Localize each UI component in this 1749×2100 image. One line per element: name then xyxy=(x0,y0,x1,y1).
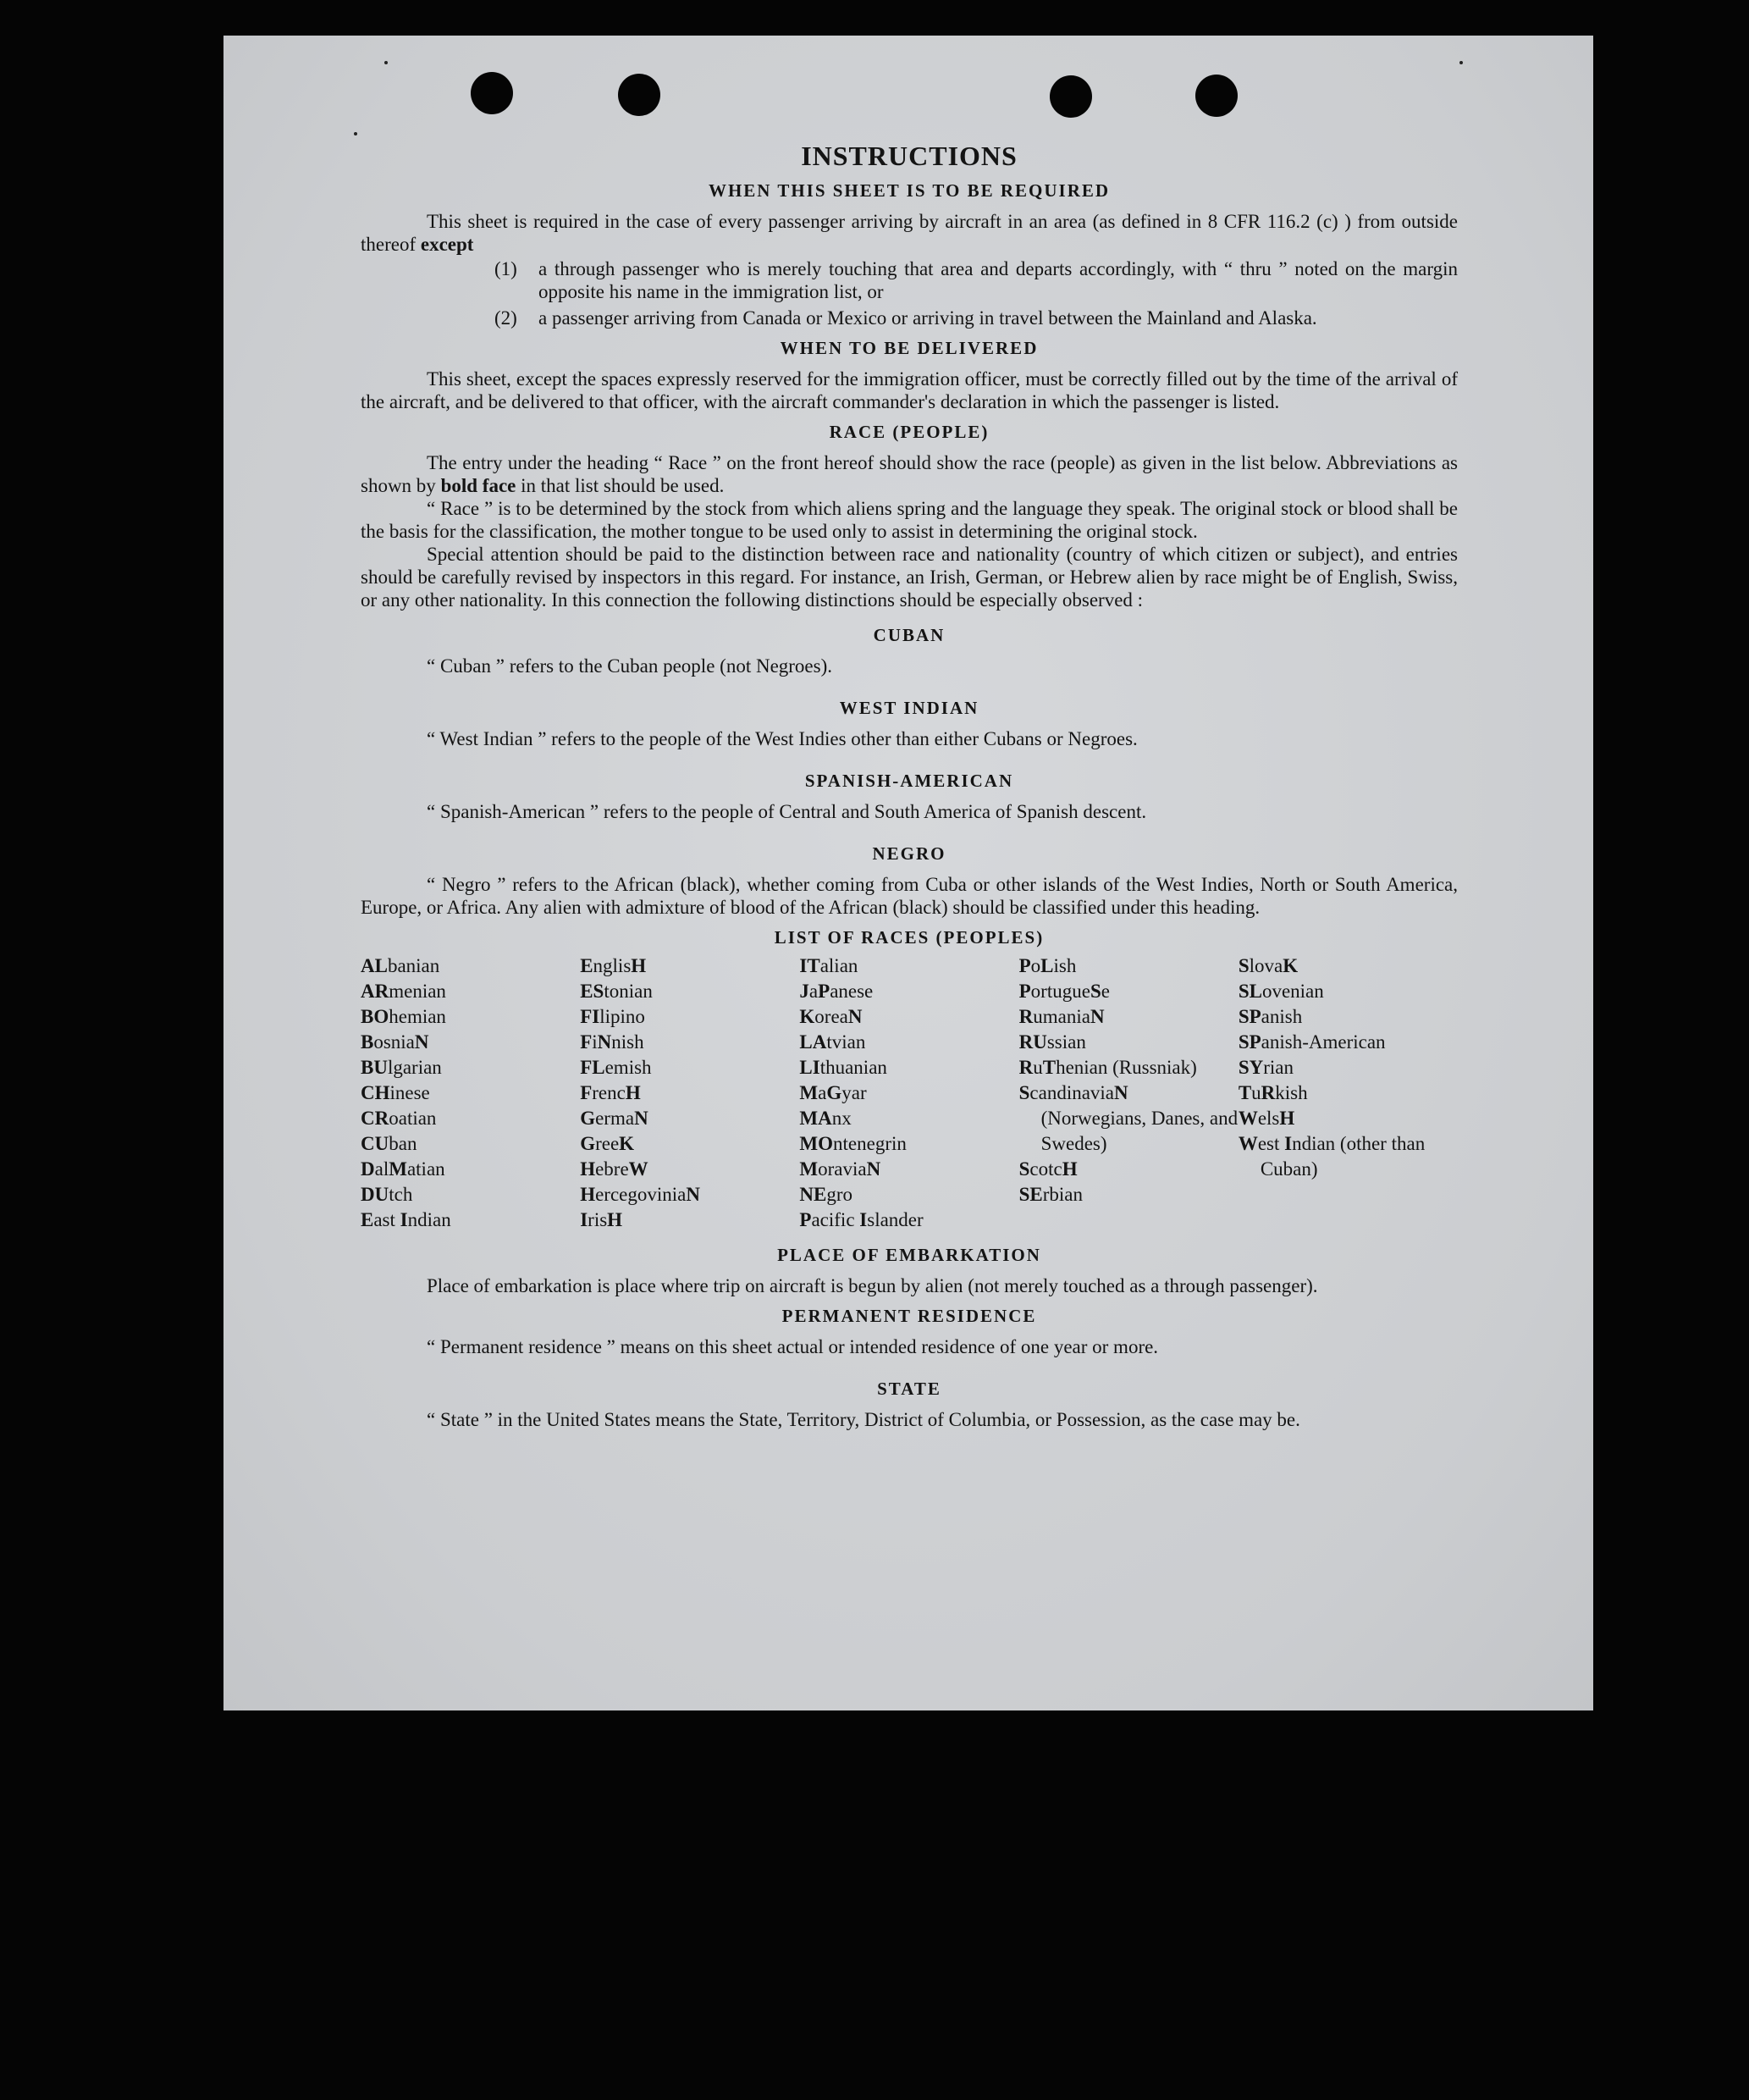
race-entry: GreeK xyxy=(580,1133,635,1154)
race-entry: NEgro xyxy=(799,1184,853,1205)
race-entry: EnglisH xyxy=(580,955,647,976)
race-entry: LIthuanian xyxy=(799,1057,887,1078)
punch-hole xyxy=(618,74,660,116)
heading-when-delivered: WHEN TO BE DELIVERED xyxy=(780,338,1039,358)
race-entry: HercegoviniaN xyxy=(580,1184,700,1205)
paragraph-embarkation: Place of embarkation is place where trip on aircraft is begun by alien (not merely touched as a through passenger). xyxy=(427,1275,1318,1296)
speck xyxy=(354,132,357,135)
race-entry: SlovaK xyxy=(1238,955,1299,976)
heading-spanish-american: SPANISH-AMERICAN xyxy=(804,771,1014,791)
paragraph-cuban: “ Cuban ” refers to the Cuban people (not Negroes). xyxy=(427,655,833,677)
race-entry: ScandinaviaN (Norwegians, Danes, and Swedes) xyxy=(1018,1082,1239,1154)
heading-race: RACE (PEOPLE) xyxy=(829,422,990,442)
heading-west-indian: WEST INDIAN xyxy=(839,698,979,718)
race-entry: RuThenian (Russniak) xyxy=(1018,1057,1197,1078)
paragraph-spanish-american: “ Spanish-American ” refers to the people of Central and South America of Spanish descent. xyxy=(427,801,1147,822)
race-entry: ScotcH xyxy=(1018,1158,1078,1180)
race-entry: MoraviaN xyxy=(799,1158,881,1180)
document-sheet xyxy=(223,36,1593,1710)
race-column xyxy=(799,953,1018,1233)
race-entry: FiNnish xyxy=(580,1031,644,1053)
exception-item: (1) a through passenger who is merely touching that area and departs accordingly, with “ thru ” noted on the margin opposite his name in the immigration list, or xyxy=(494,258,1458,302)
heading-list-of-races: LIST OF RACES (PEOPLES) xyxy=(774,927,1045,948)
race-entry: HebreW xyxy=(580,1158,648,1180)
race-entry: ARmenian xyxy=(361,981,446,1002)
race-entry: KoreaN xyxy=(799,1006,863,1027)
heading-state: STATE xyxy=(877,1379,941,1399)
race-entry: PoLish xyxy=(1018,955,1077,976)
race-entry: SYrian xyxy=(1238,1057,1294,1078)
race-entry: FrencH xyxy=(580,1082,641,1103)
race-entry: MOntenegrin xyxy=(799,1133,907,1154)
race-list xyxy=(361,953,1458,1233)
race-entry: ITalian xyxy=(799,955,858,976)
exception-item: (2) a passenger arriving from Canada or Mexico or arriving in travel between the Mainland and Alaska. xyxy=(494,307,1317,329)
paragraph-race-3: Special attention should be paid to the distinction between race and nationality (country of which citizen or subject), and entries should be carefully revised by inspectors in this regard. For instance, an Irish, German, or Hebrew alien by race might be of English, Swiss, or any other nationality. In this connection the following distinctions should be especially observed : xyxy=(361,544,1458,611)
race-entry: SLovenian xyxy=(1238,981,1324,1002)
race-entry: ALbanian xyxy=(361,955,440,976)
race-column xyxy=(361,953,580,1233)
race-entry: SPanish-American xyxy=(1238,1031,1386,1053)
race-entry: BosniaN xyxy=(361,1031,429,1053)
page-title: INSTRUCTIONS xyxy=(801,141,1018,171)
paragraph-when-delivered: This sheet, except the spaces expressly reserved for the immigration officer, must be correctly filled out by the time of the arrival of the aircraft, and be delivered to that officer, with the aircraft commander's declaration in which the passenger is listed. xyxy=(361,368,1458,412)
race-entry: DalMatian xyxy=(361,1158,445,1180)
race-column xyxy=(580,953,799,1233)
heading-cuban: CUBAN xyxy=(873,625,946,645)
race-entry: RUssian xyxy=(1018,1031,1086,1053)
race-column xyxy=(1019,953,1239,1233)
race-entry: CUban xyxy=(361,1133,417,1154)
paragraph-residence: “ Permanent residence ” means on this sheet actual or intended residence of one year or more. xyxy=(427,1336,1159,1357)
race-entry: MaGyar xyxy=(799,1082,867,1103)
race-entry: FIlipino xyxy=(580,1006,645,1027)
paragraph-west-indian: “ West Indian ” refers to the people of the West Indies other than either Cubans or Negroes. xyxy=(427,728,1138,749)
race-entry: WelsH xyxy=(1238,1108,1295,1129)
race-entry: West Indian (other than Cuban) xyxy=(1238,1133,1426,1180)
race-entry: East Indian xyxy=(361,1209,451,1230)
race-entry: BUlgarian xyxy=(361,1057,442,1078)
race-column xyxy=(1239,953,1458,1233)
speck xyxy=(1459,61,1463,64)
paragraph-state: “ State ” in the United States means the State, Territory, District of Columbia, or Possession, as the case may be. xyxy=(427,1409,1300,1430)
race-entry: CRoatian xyxy=(361,1108,437,1129)
race-entry: EStonian xyxy=(580,981,653,1002)
race-entry: JaPanese xyxy=(799,981,874,1002)
race-entry: Pacific Islander xyxy=(799,1209,924,1230)
race-entry: IrisH xyxy=(580,1209,623,1230)
race-entry: TuRkish xyxy=(1238,1082,1308,1103)
punch-hole xyxy=(1050,75,1092,118)
speck xyxy=(384,61,388,64)
race-entry: GermaN xyxy=(580,1108,648,1129)
race-entry: MAnx xyxy=(799,1108,852,1129)
race-entry: FLemish xyxy=(580,1057,652,1078)
race-entry: DUtch xyxy=(361,1184,413,1205)
heading-negro: NEGRO xyxy=(872,843,946,864)
race-entry: CHinese xyxy=(361,1082,430,1103)
heading-residence: PERMANENT RESIDENCE xyxy=(781,1306,1037,1326)
punch-hole xyxy=(471,72,513,114)
paragraph-when-required: This sheet is required in the case of every passenger arriving by aircraft in an area (as defined in 8 CFR 116.2 (c) ) from outside thereof except xyxy=(361,211,1458,255)
race-entry: RumaniaN xyxy=(1018,1006,1105,1027)
punch-hole xyxy=(1195,75,1238,117)
heading-when-required: WHEN THIS SHEET IS TO BE REQUIRED xyxy=(708,180,1111,201)
race-entry: PortugueSe xyxy=(1018,981,1110,1002)
instructions-content xyxy=(361,141,1458,1431)
race-entry: SErbian xyxy=(1018,1184,1084,1205)
heading-embarkation: PLACE OF EMBARKATION xyxy=(777,1245,1041,1265)
race-entry: SPanish xyxy=(1238,1006,1303,1027)
race-entry: BOhemian xyxy=(361,1006,446,1027)
race-entry: LAtvian xyxy=(799,1031,866,1053)
paragraph-negro: “ Negro ” refers to the African (black), whether coming from Cuba or other islands of the West Indies, North or South America, Europe, or Africa. Any alien with admixture of blood of the African (black) should be classified under this heading. xyxy=(361,874,1458,918)
paragraph-race-2: “ Race ” is to be determined by the stock from which aliens spring and the language they speak. The original stock or blood shall be the basis for the classification, the mother tongue to be used only to assist in determining the original stock. xyxy=(361,498,1458,542)
paragraph-race-1: The entry under the heading “ Race ” on the front hereof should show the race (people) as given in the list below. Abbreviations as shown by bold face in that list should be used. xyxy=(361,452,1458,496)
